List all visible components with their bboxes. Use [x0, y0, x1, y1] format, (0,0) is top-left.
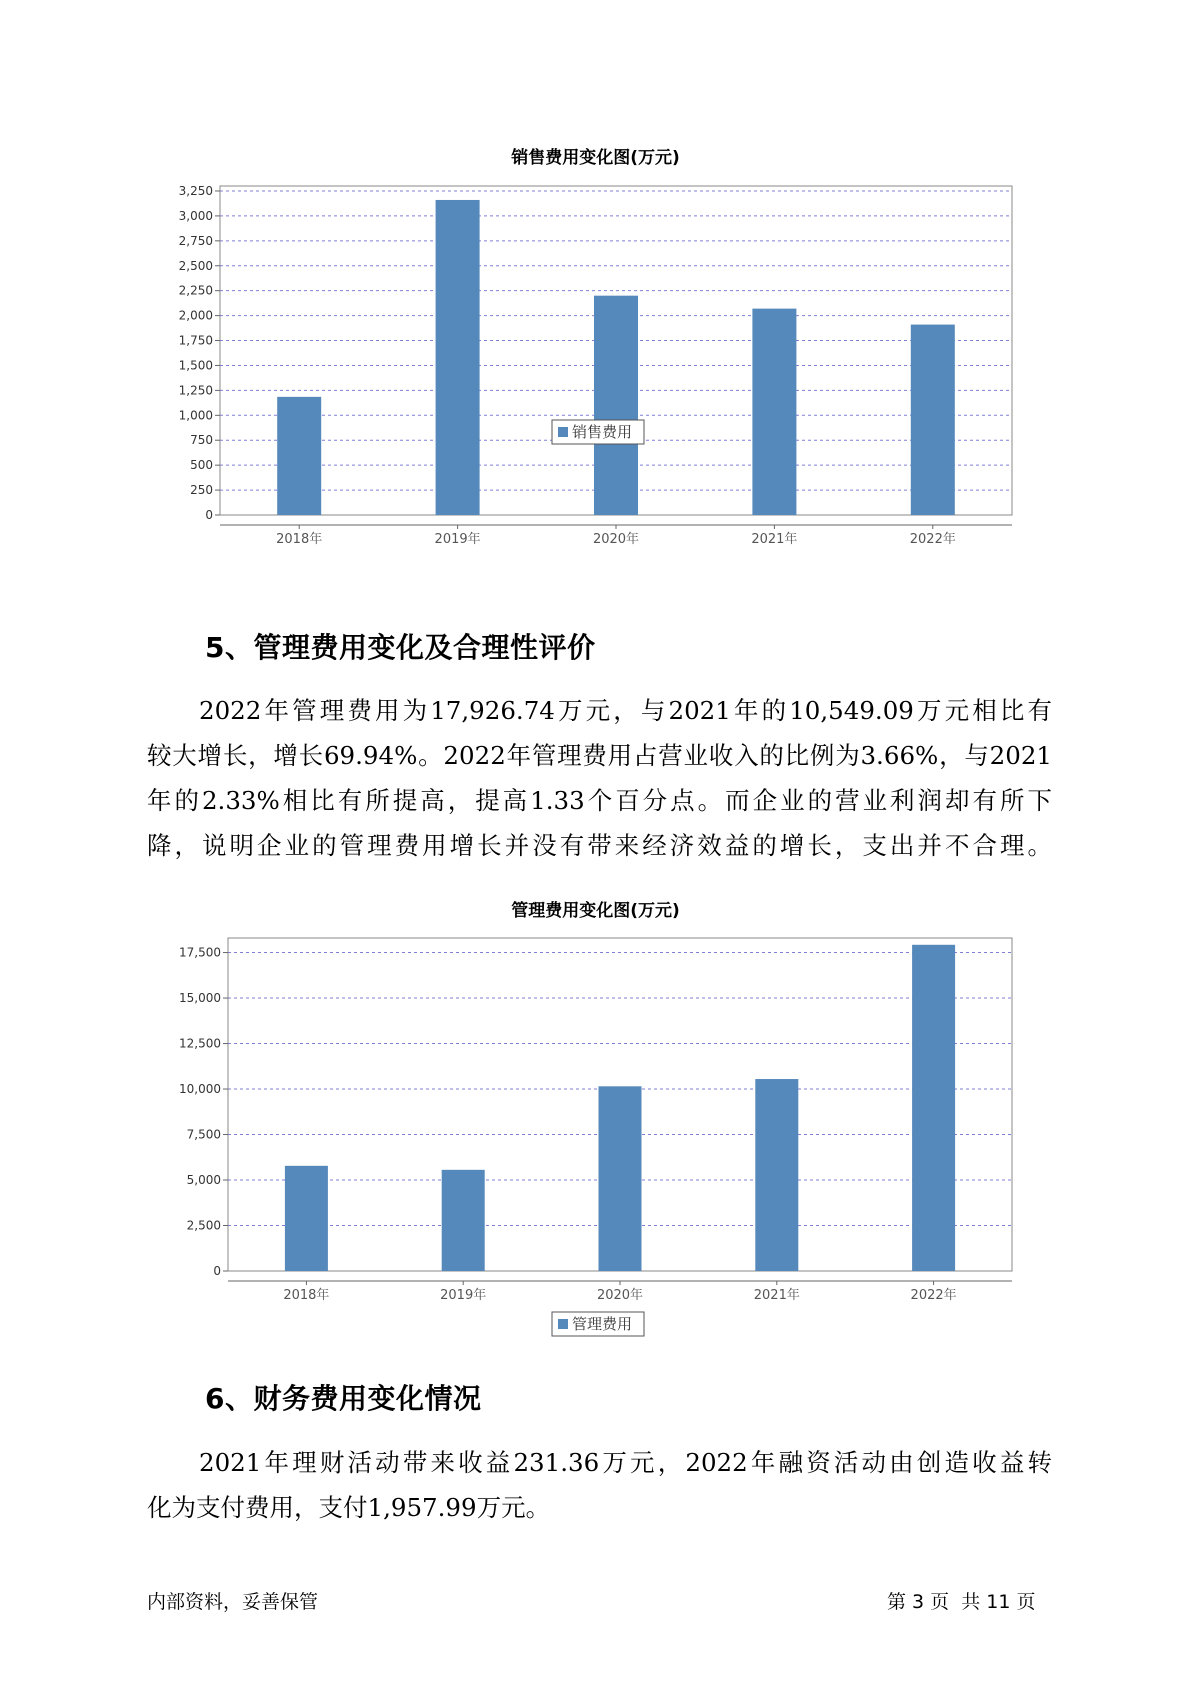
x-tick-label: 2020年 [596, 1288, 644, 1303]
section-6-paragraph [147, 1440, 1052, 1530]
legend-swatch [558, 1319, 568, 1329]
paragraph-line: 较大增长，增长69.94%。2022年管理费用占营业收入的比例为3.66%，与2021 [147, 741, 1052, 770]
y-tick-label: 17,500 [179, 945, 221, 960]
section-5-paragraph [147, 688, 1052, 868]
x-tick-label: 2021年 [751, 532, 798, 547]
y-tick-label: 250 [190, 483, 213, 498]
x-tick-label: 2018年 [276, 532, 323, 547]
x-tick-label: 2018年 [283, 1288, 330, 1303]
admin-expense-chart [0, 893, 1191, 1333]
x-tick-label: 2020年 [592, 532, 640, 547]
bar [911, 325, 955, 515]
bar [912, 945, 955, 1271]
paragraph-line: 2022年管理费用为17,926.74万元，与2021年的10,549.09万元相比有 [199, 696, 1052, 725]
legend-swatch [558, 427, 568, 437]
bar [594, 296, 638, 515]
y-tick-label: 1,750 [178, 333, 213, 348]
x-tick-label: 2022年 [910, 1288, 957, 1303]
y-tick-label: 10,000 [179, 1082, 221, 1097]
y-tick-label: 1,250 [178, 383, 213, 398]
y-tick-label: 2,000 [178, 308, 213, 323]
paragraph-line: 年的2.33%相比有所提高，提高1.33个百分点。而企业的营业利润却有所下 [147, 786, 1052, 815]
bar [599, 1086, 642, 1271]
section-6-heading: 6、财务费用变化情况 [205, 1382, 482, 1415]
sales-expense-chart [0, 140, 1191, 550]
legend-label: 销售费用 [572, 423, 633, 441]
bar [442, 1170, 485, 1271]
y-tick-label: 1,500 [178, 358, 213, 373]
y-tick-label: 2,250 [178, 283, 213, 298]
y-tick-label: 12,500 [179, 1036, 221, 1051]
y-tick-label: 5,000 [186, 1173, 221, 1188]
x-tick-label: 2019年 [440, 1288, 487, 1303]
y-tick-label: 500 [190, 458, 213, 473]
y-tick-label: 15,000 [179, 991, 221, 1006]
paragraph-line: 化为支付费用，支付1,957.99万元。 [147, 1493, 551, 1522]
y-tick-label: 0 [205, 508, 213, 522]
x-tick-label: 2022年 [909, 532, 956, 547]
y-tick-label: 1,000 [178, 408, 213, 423]
x-tick-label: 2021年 [753, 1288, 800, 1303]
y-tick-label: 3,000 [178, 208, 213, 223]
bar [755, 1079, 798, 1271]
chart-title: 销售费用变化图(万元) [511, 148, 680, 168]
y-tick-label: 7,500 [186, 1127, 221, 1142]
y-tick-label: 0 [213, 1264, 221, 1278]
legend-label: 管理费用 [572, 1315, 633, 1333]
bar [752, 309, 796, 515]
bar [436, 200, 480, 515]
y-tick-label: 2,500 [178, 258, 213, 273]
bar [285, 1166, 328, 1271]
bar [277, 397, 321, 515]
y-tick-label: 2,750 [178, 233, 213, 248]
paragraph-line: 降，说明企业的管理费用增长并没有带来经济效益的增长，支出并不合理。 [147, 831, 1052, 860]
y-tick-label: 750 [190, 433, 213, 448]
paragraph-line: 2021年理财活动带来收益231.36万元，2022年融资活动由创造收益转 [199, 1448, 1052, 1477]
chart-svg [0, 893, 1191, 1333]
chart-svg [0, 140, 1191, 550]
footer-note: 内部资料，妥善保管 [147, 1591, 319, 1613]
chart-title: 管理费用变化图(万元) [511, 901, 680, 921]
x-tick-label: 2019年 [434, 532, 481, 547]
y-tick-label: 2,500 [186, 1218, 221, 1233]
y-tick-label: 3,250 [178, 183, 213, 198]
page-number: 第 3 页 共 11 页 [887, 1591, 1036, 1613]
section-5-heading: 5、管理费用变化及合理性评价 [205, 631, 596, 664]
